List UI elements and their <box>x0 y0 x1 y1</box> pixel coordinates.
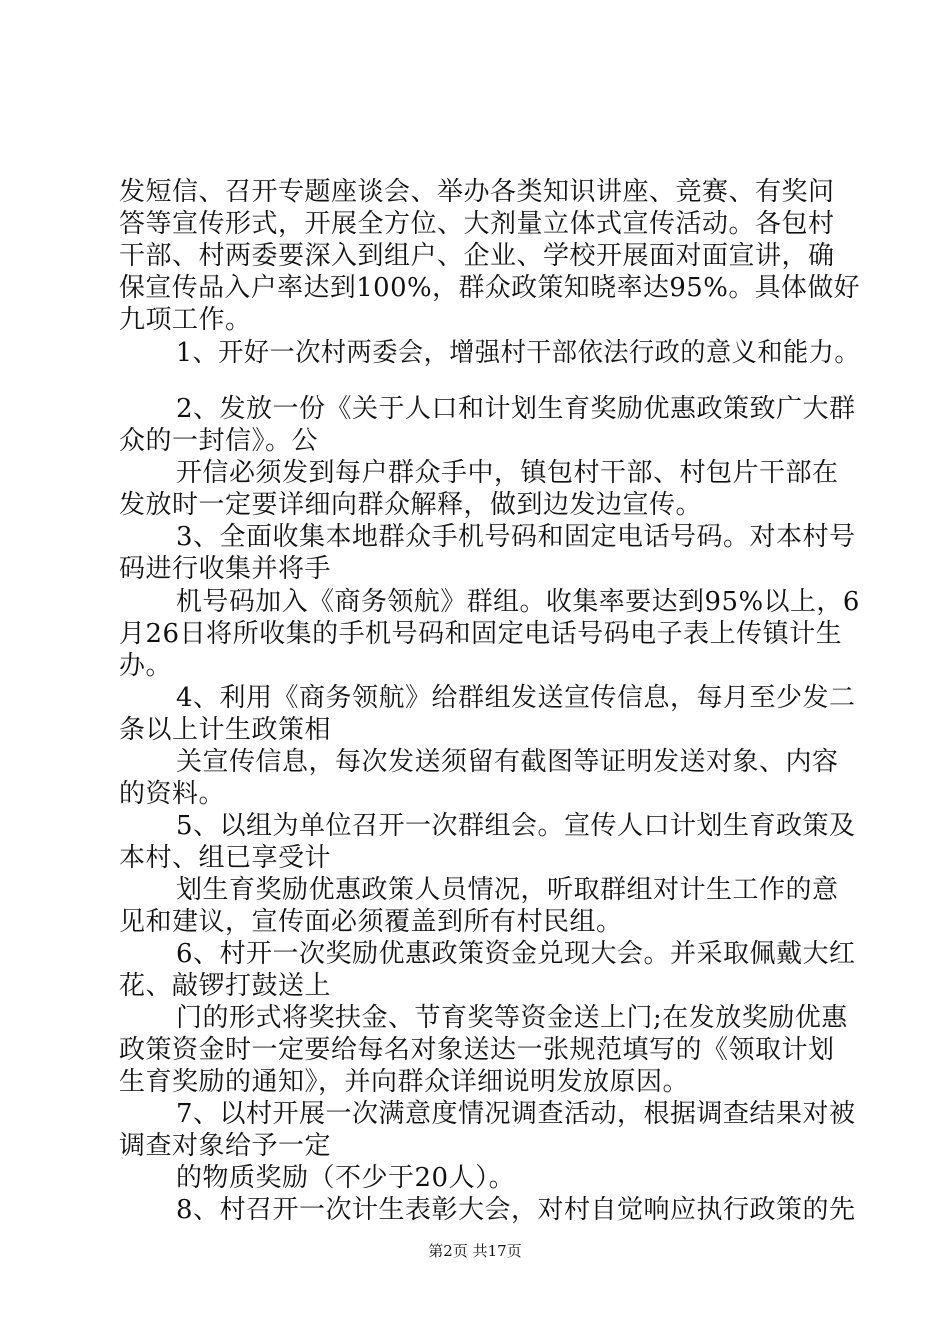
text-line: 码进行收集并将手 <box>119 554 332 584</box>
text-line: 的资料。 <box>119 779 226 809</box>
text-line: 九项工作。 <box>119 305 252 335</box>
page-footer: 第2页 共17页 <box>428 1242 522 1260</box>
text-line: 8、村召开一次计生表彰大会，对村自觉响应执行政策的先 <box>176 1195 856 1225</box>
text-line: 4、利用《商务领航》给群组发送宣传信息，每月至少发二 <box>176 683 856 713</box>
text-line: 机号码加入《商务领航》群组。收集率要达到95%以上，6 <box>176 587 860 617</box>
text-line: 关宣传信息，每次发送须留有截图等证明发送对象、内容 <box>176 747 839 777</box>
text-line: 答等宣传形式，开展全方位、大剂量立体式宣传活动。各包村 <box>119 209 835 239</box>
text-line: 众的一封信》。公 <box>119 426 319 456</box>
text-line: 划生育奖励优惠政策人员情况，听取群组对计生工作的意 <box>176 875 839 905</box>
text-line: 门的形式将奖扶金、节育奖等资金送上门;在发放奖励优惠 <box>176 1003 848 1033</box>
text-line: 保宣传品入户率达到100%，群众政策知晓率达95%。具体做好 <box>119 273 861 303</box>
text-line: 生育奖励的通知》，并向群众详细说明发放原因。 <box>119 1067 690 1097</box>
text-line: 干部、村两委要深入到组户、企业、学校开展面对面宣讲，确 <box>119 241 835 271</box>
text-line: 办。 <box>119 651 173 681</box>
text-line: 发短信、召开专题座谈会、举办各类知识讲座、竞赛、有奖问 <box>119 177 835 207</box>
text-line: 6、村开一次奖励优惠政策资金兑现大会。并采取佩戴大红 <box>176 939 856 969</box>
text-line: 5、以组为单位召开一次群组会。宣传人口计划生育政策及 <box>176 811 856 841</box>
text-line: 见和建议，宣传面必须覆盖到所有村民组。 <box>119 907 623 937</box>
text-line: 发放时一定要详细向群众解释，做到边发边宣传。 <box>119 490 703 520</box>
text-line: 1、开好一次村两委会，增强村干部依法行政的意义和能力。 <box>176 338 861 368</box>
text-line: 本村、组已享受计 <box>119 843 332 873</box>
text-line: 政策资金时一定要给每名对象送达一张规范填写的《领取计划 <box>119 1035 835 1065</box>
text-line: 调查对象给予一定 <box>119 1131 332 1161</box>
text-line: 花、敲锣打鼓送上 <box>119 971 332 1001</box>
text-line: 2、发放一份《关于人口和计划生育奖励优惠政策致广大群 <box>176 394 856 424</box>
text-line: 条以上计生政策相 <box>119 715 332 745</box>
text-line: 月26日将所收集的手机号码和固定电话号码电子表上传镇计生 <box>119 619 843 649</box>
text-line: 7、以村开展一次满意度情况调查活动，根据调查结果对被 <box>176 1099 856 1129</box>
text-line: 开信必须发到每户群众手中，镇包村干部、村包片干部在 <box>176 458 839 488</box>
text-line: 的物质奖励（不少于20人）。 <box>176 1163 516 1193</box>
text-line: 3、全面收集本地群众手机号码和固定电话号码。对本村号 <box>176 522 856 552</box>
